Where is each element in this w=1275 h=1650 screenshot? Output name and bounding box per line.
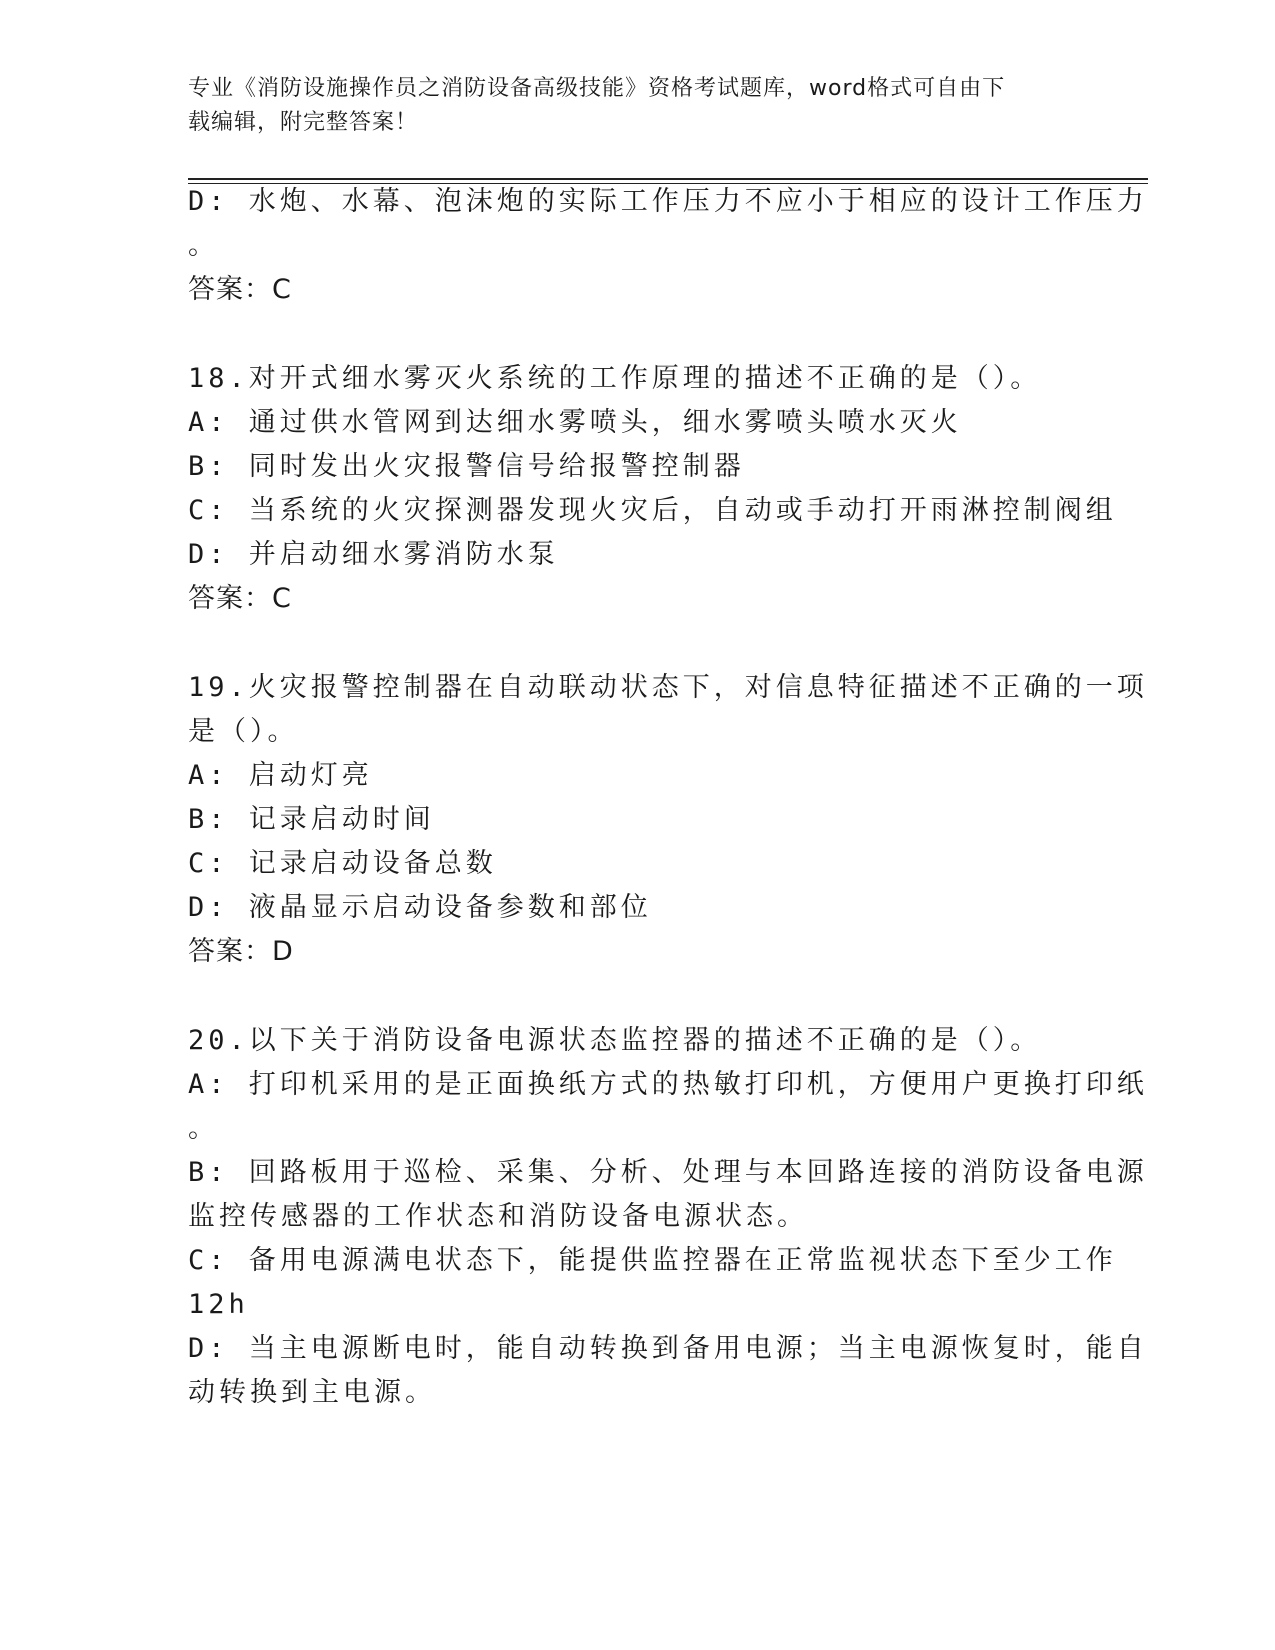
q18-option-c: C: 当系统的火灾探测器发现火灾后，自动或手动打开雨淋控制阀组 xyxy=(188,495,1117,526)
header-rule-thick xyxy=(188,178,1148,180)
q18-option-a: A: 通过供水管网到达细水雾喷头，细水雾喷头喷水灭火 xyxy=(188,407,962,438)
header-line-1: 专业《消防设施操作员之消防设备高级技能》资格考试题库，word格式可自由下 xyxy=(188,76,1006,101)
q20-option-b: B: 回路板用于巡检、采集、分析、处理与本回路连接的消防设备电源 xyxy=(188,1157,1148,1188)
q18-answer: 答案：C xyxy=(188,583,292,614)
q20-option-c-cont: 12h xyxy=(188,1289,249,1320)
q19-stem: 19.火灾报警控制器在自动联动状态下，对信息特征描述不正确的一项 xyxy=(188,672,1148,703)
q19-stem-cont: 是（）。 xyxy=(188,716,299,747)
prev-option-d-cont: 。 xyxy=(188,230,219,261)
q19-answer: 答案：D xyxy=(188,936,294,967)
q18-option-d: D: 并启动细水雾消防水泵 xyxy=(188,539,559,570)
prev-answer: 答案：C xyxy=(188,274,292,305)
q19-option-a: A: 启动灯亮 xyxy=(188,760,373,791)
q19-option-d: D: 液晶显示启动设备参数和部位 xyxy=(188,892,652,923)
q20-option-d: D: 当主电源断电时，能自动转换到备用电源；当主电源恢复时，能自 xyxy=(188,1333,1148,1364)
q20-option-b-cont: 监控传感器的工作状态和消防设备电源状态。 xyxy=(188,1201,808,1232)
q18-option-b: B: 同时发出火灾报警信号给报警控制器 xyxy=(188,451,745,482)
prev-option-d: D: 水炮、水幕、泡沫炮的实际工作压力不应小于相应的设计工作压力 xyxy=(188,186,1148,217)
q18-stem: 18.对开式细水雾灭火系统的工作原理的描述不正确的是（）。 xyxy=(188,363,1042,394)
q20-stem: 20.以下关于消防设备电源状态监控器的描述不正确的是（）。 xyxy=(188,1025,1042,1056)
q20-option-c: C: 备用电源满电状态下，能提供监控器在正常监视状态下至少工作 xyxy=(188,1245,1117,1276)
header-line-2: 载编辑，附完整答案！ xyxy=(188,110,419,135)
document-header xyxy=(188,72,1088,140)
q20-option-d-cont: 动转换到主电源。 xyxy=(188,1377,436,1408)
q19-option-c: C: 记录启动设备总数 xyxy=(188,848,497,879)
q20-option-a: A: 打印机采用的是正面换纸方式的热敏打印机，方便用户更换打印纸 xyxy=(188,1069,1148,1100)
q19-option-b: B: 记录启动时间 xyxy=(188,804,435,835)
q20-option-a-cont: 。 xyxy=(188,1113,219,1144)
